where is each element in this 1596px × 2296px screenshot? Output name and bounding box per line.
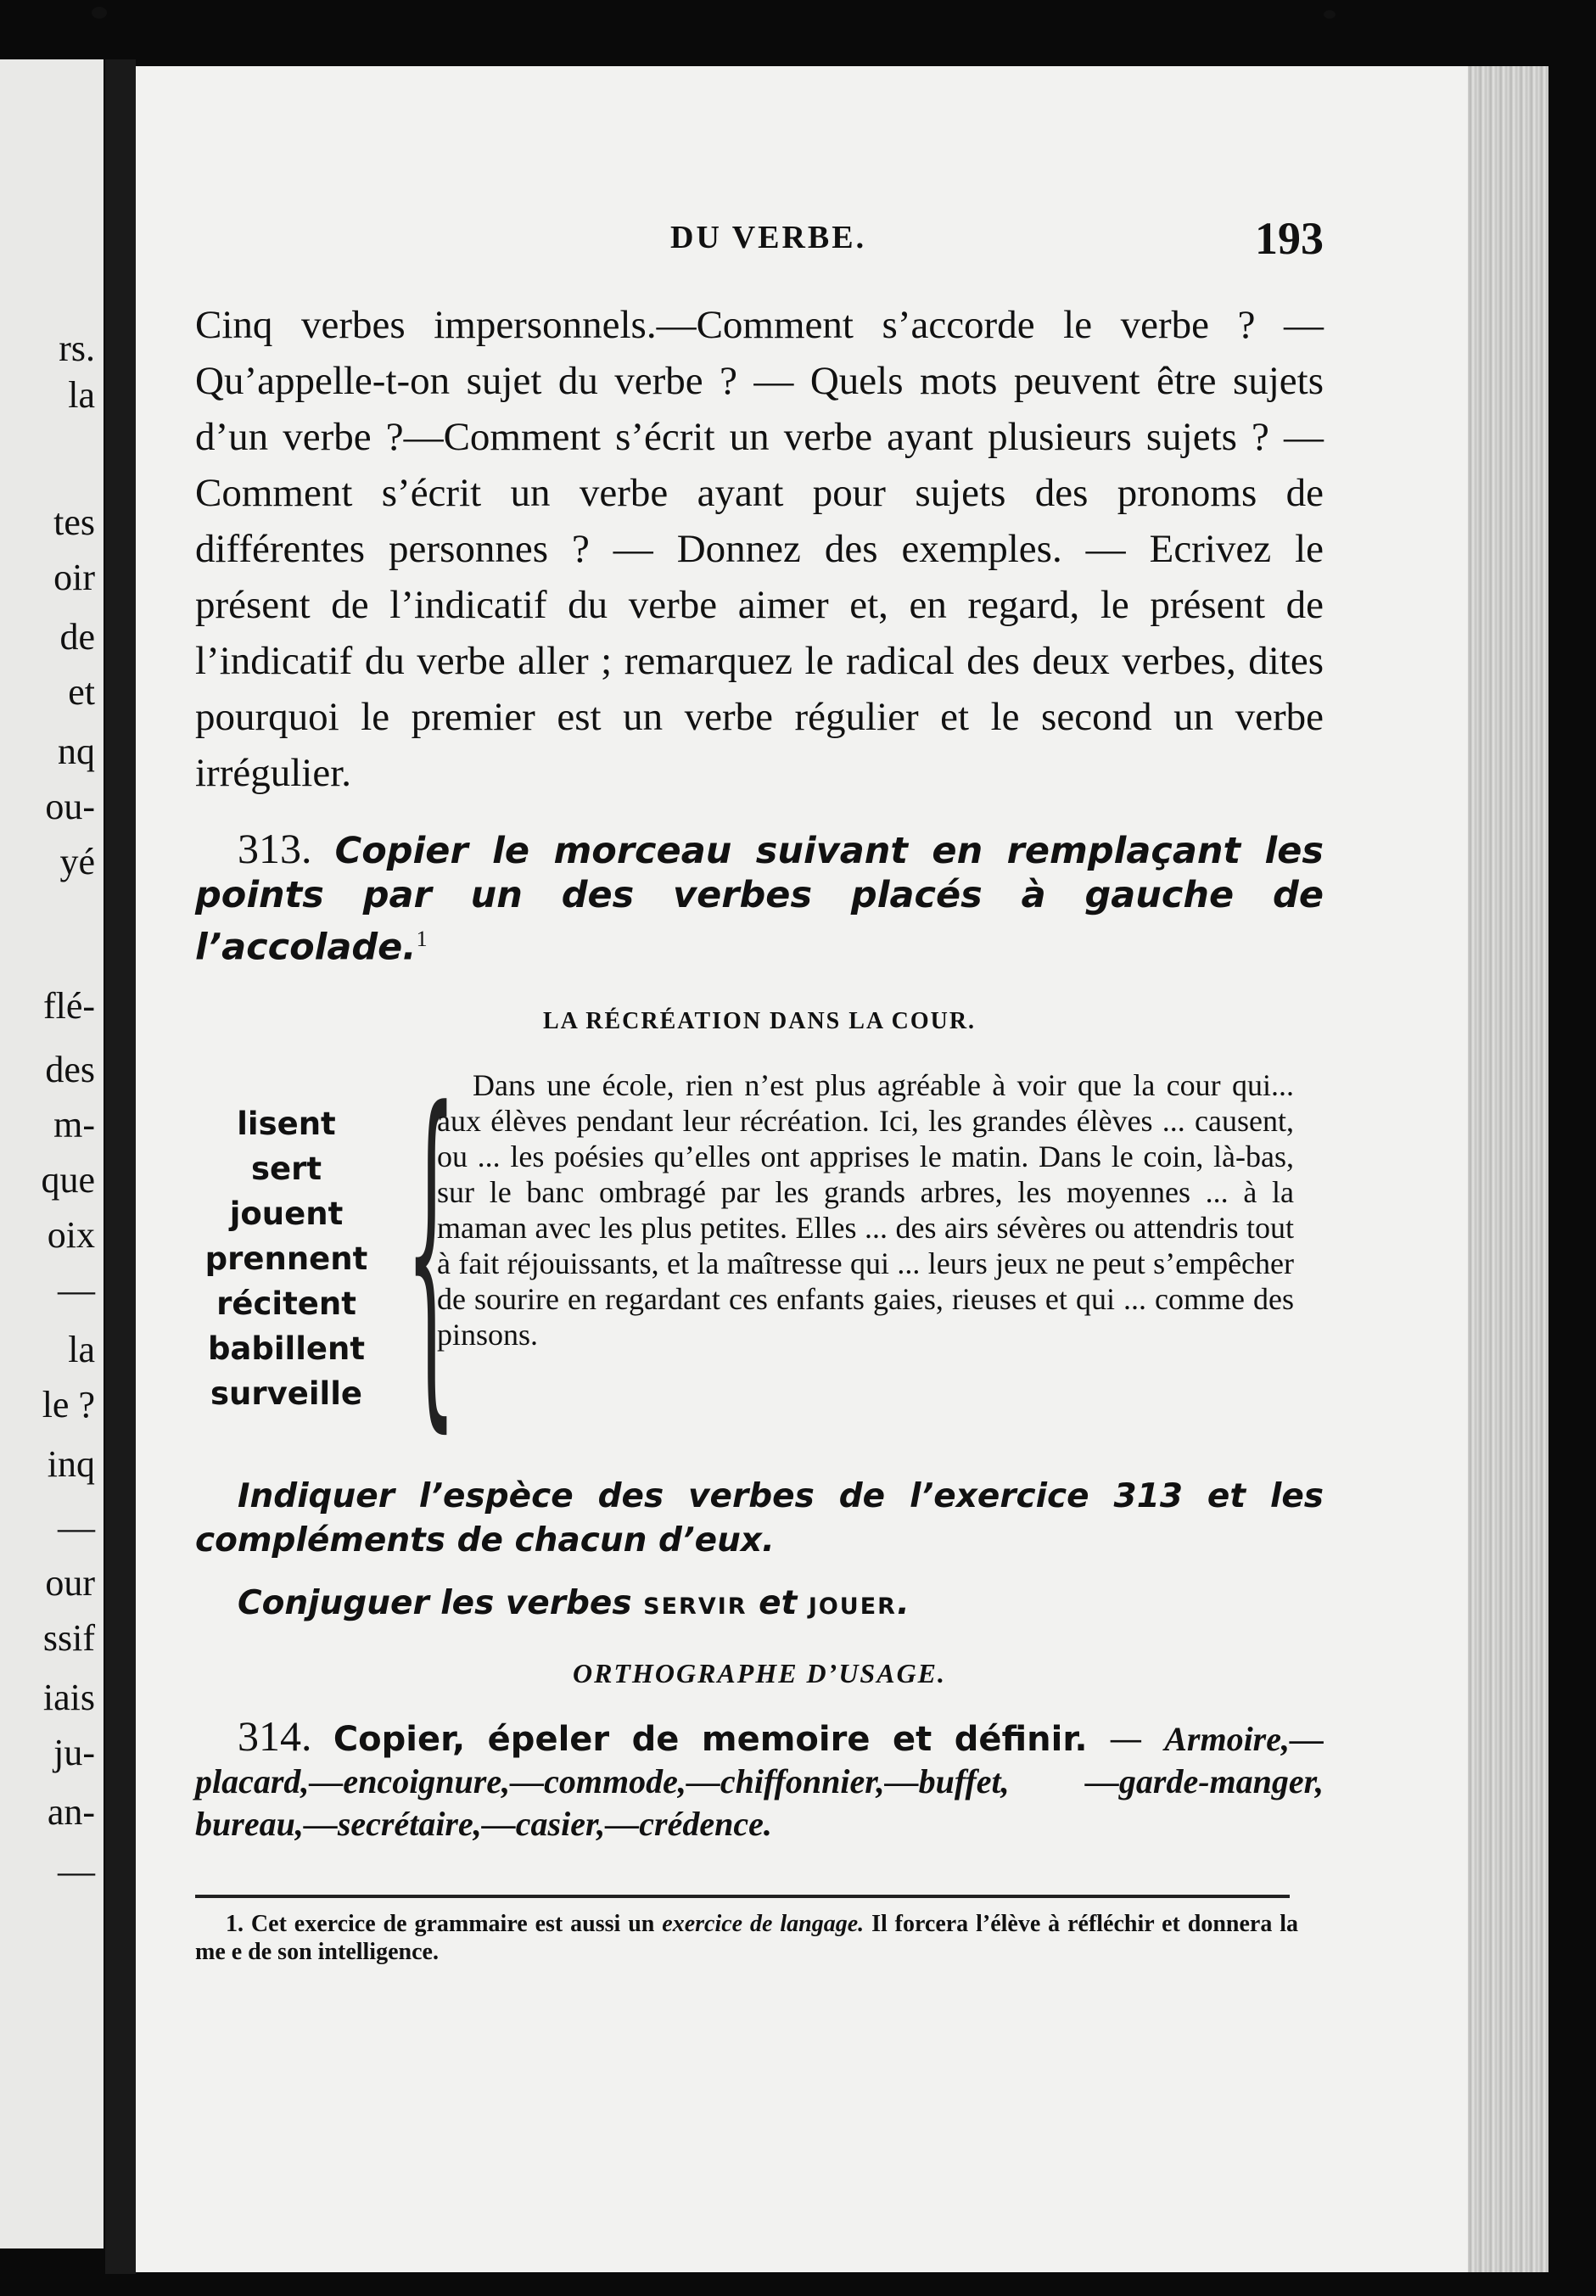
footnote-italic: exercice de langage.: [662, 1911, 865, 1938]
left-page-text-fragment: flé-: [42, 985, 95, 1027]
exercise-instruction: Copier le morceau suivant en remplaçant les points par un des verbes placés à gauche de l’accolade.: [195, 830, 1324, 969]
conjugate-prefix: Conjuguer les verbes: [238, 1584, 632, 1623]
left-page-text-fragment: —: [58, 1269, 95, 1311]
review-questions: Cinq verbes impersonnels.—Comment s’accorde le verbe ? —Qu’appelle-t-on sujet du verbe ? — Quels mots peuvent être sujets d’un verbe ?—Comment s’écrit un verbe ayant plusieurs sujets ? — Comment s’écrit un verbe ayant pour sujets des pronoms de différentes personnes ? — Donnez des exemples. — Ecrivez le présent de l’indicatif du verbe aimer et, en regard, le présent de l’indicatif du verbe aller ; remarquez le radical des deux verbes, dites pourquoi le premier est un verbe régulier et le second un verbe irrégulier.: [195, 303, 1324, 795]
orthographe-title: ORTHOGRAPHE D’USAGE.: [572, 1658, 947, 1689]
left-page-text-fragment: oir: [53, 557, 95, 598]
page-edges: [1468, 66, 1548, 2272]
left-page-fragment: [0, 59, 104, 2248]
scan-speck: [92, 7, 107, 19]
verb-list: [191, 1101, 382, 1416]
scan-speck: [1324, 10, 1336, 19]
left-page-text-fragment: an-: [47, 1791, 95, 1833]
footnote-number: 1.: [226, 1911, 244, 1938]
left-page-text-fragment: m-: [53, 1104, 95, 1145]
page-content: [195, 212, 1324, 1966]
left-page-text-fragment: que: [41, 1159, 95, 1201]
left-page-text-fragment: des: [45, 1049, 95, 1090]
footnote-text-before: Cet exercice de grammaire est aussi un: [250, 1911, 655, 1938]
left-page-text-fragment: et: [68, 671, 95, 713]
left-page-text-fragment: iais: [42, 1677, 95, 1718]
verb-option-recitent: récitent: [216, 1285, 356, 1323]
left-page-text-fragment: —: [58, 1507, 95, 1548]
page-number: 193: [1255, 213, 1324, 264]
left-page-text-fragment: oix: [47, 1214, 95, 1256]
passage-text: [437, 1067, 1294, 1352]
verb-option-sert: sert: [250, 1151, 322, 1188]
footnote: [195, 1910, 1298, 1966]
verb-option-jouent: jouent: [229, 1196, 344, 1233]
verb-option-prennent: prennent: [204, 1240, 368, 1278]
left-page-text-fragment: ju-: [53, 1732, 95, 1773]
passage-body: Dans une école, rien n’est plus agréable à voir que la cour qui... aux élèves pendant leur récréation. Ici, les grandes élèves ... causent, ou ... les poésies qu’elles ont apprises le matin. Dans le coin, là-bas, sur le banc ombragé par les grands arbres, les moyennes ... à la maman avec les plus petites. Elles ... des airs sévères ou attendris tout à fait réjouissants, et la maîtresse qui ... leurs jeux ne peut s’empêcher de sourire en regardant ces enfants gaies, rieuses et qui ... comme des pinsons.: [437, 1068, 1294, 1352]
left-page-text-fragment: le ?: [42, 1384, 95, 1425]
verb-option-babillent: babillent: [207, 1330, 366, 1368]
left-page-text-fragment: yé: [59, 841, 95, 882]
verb-option-lisent: lisent: [237, 1106, 336, 1143]
left-page-text-fragment: ssif: [42, 1617, 95, 1659]
exercise-314-label: Copier, épeler de memoire et définir.: [333, 1720, 1088, 1760]
running-head: [195, 212, 1324, 272]
left-page-text-fragment: inq: [47, 1443, 95, 1485]
left-page-text-fragment: la: [68, 1329, 95, 1370]
exercise-314-number: 314.: [238, 1712, 312, 1761]
conjugate-end: .: [896, 1584, 910, 1623]
left-page-text-fragment: rs.: [59, 328, 95, 369]
curly-brace: {: [406, 1038, 457, 1463]
instruction-indicate-text: Indiquer l’espèce des verbes de l’exercice 313 et les compléments de chacun d’eux.: [195, 1477, 1324, 1560]
exercise-314-dash: —: [1108, 1720, 1143, 1760]
book-gutter: [105, 59, 136, 2274]
footnote-marker: 1: [416, 927, 428, 951]
verb-jouer: jouer: [808, 1584, 897, 1623]
instruction-conjugate: [195, 1582, 1324, 1626]
footnote-text-after: Il forcera l’élève à réfléchir et donnera la me e de son intelligence.: [195, 1911, 1299, 1966]
left-page-text-fragment: nq: [58, 731, 95, 772]
left-page-text-fragment: —: [58, 1851, 95, 1892]
footnote-rule: [195, 1895, 1290, 1898]
exercise-number: 313.: [238, 825, 312, 872]
left-page-text-fragment: de: [59, 616, 95, 658]
verb-bracket-block: [195, 1038, 1324, 1463]
left-page-text-fragment: tes: [53, 501, 95, 543]
verb-servir: servir: [643, 1584, 748, 1623]
left-page-text-fragment: our: [45, 1562, 95, 1604]
exercise-313-heading: [195, 826, 1324, 969]
instruction-indicate: [195, 1475, 1324, 1563]
running-title: DU VERBE.: [670, 220, 867, 255]
left-page-text-fragment: la: [68, 374, 95, 416]
exercise-314: [195, 1712, 1324, 1845]
verb-option-surveille: surveille: [210, 1375, 362, 1413]
left-page-text-fragment: ou-: [45, 786, 95, 827]
passage-title: LA RÉCRÉATION DANS LA COUR.: [542, 1008, 977, 1035]
conjugate-and: et: [759, 1584, 798, 1623]
exercise-314-words: Armoire,—placard,—encoignure,—commode,—chiffonnier,—buffet, —garde-manger, bureau,—secrétaire,—casier,—crédence.: [195, 1720, 1324, 1844]
